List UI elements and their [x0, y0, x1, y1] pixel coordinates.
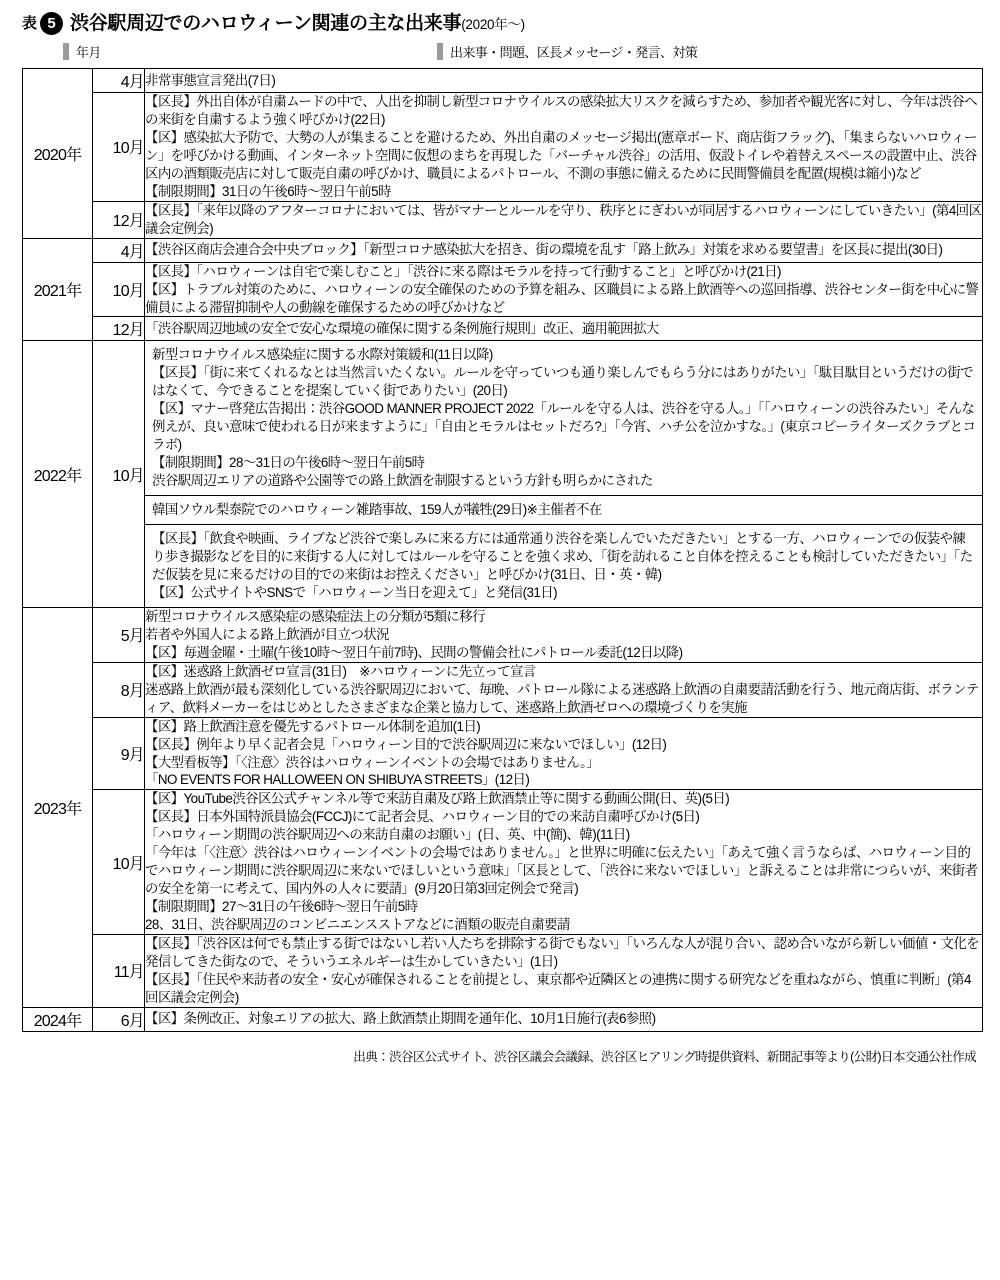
event-line: 【大型看板等】「〈注意〉渋谷はハロウィーンイベントの会場ではありません。」	[145, 754, 600, 770]
event-cell	[145, 238, 983, 262]
month-cell: 4月	[93, 69, 145, 93]
table-row	[23, 1007, 983, 1031]
month-cell: 12月	[93, 201, 145, 238]
table-row	[23, 341, 983, 607]
header-marker-icon	[437, 43, 443, 60]
column-header-event-label: 出来事・問題、区長メッセージ・発言、対策	[450, 45, 698, 60]
month-cell: 10月	[93, 341, 145, 607]
event-line: 「渋谷駅周辺地域の安全で安心な環境の確保に関する条例施行規則」改正、適用範囲拡大	[145, 321, 659, 336]
event-line: 【制限期間】28～31日の午後6時～翌日午前5時	[152, 455, 425, 471]
page-title-subrange: (2020年～)	[461, 17, 525, 32]
year-cell: 2022年	[23, 341, 93, 607]
event-line: 「今年は「〈注意〉渋谷はハロウィーンイベントの会場ではありません。」と世界に明確に伝えたい」「あえて強く言うならば、ハロウィーン目的でハロウィーン期間に渋谷駅周辺に来ないでほしいという意味」「区長として、「渋谷に来ないでほしい」と訴えることは非常につらいが、来街者の安全を第一に考えて、国内外の人々に要請」(9月20日第3回定例会で発言)	[145, 845, 978, 897]
event-cell	[145, 662, 983, 717]
event-line: 迷惑路上飲酒が最も深刻化している渋谷駅周辺において、毎晩、パトロール隊による迷惑路上飲酒の自粛要請活動を行う、地元商店街、ボランティア、飲料メーカーをはじめとしたさまざまな企業と協力して、迷惑路上飲酒ゼロへの環境づくりを実施	[145, 681, 979, 715]
year-cell: 2020年	[23, 69, 93, 239]
table-label: 表	[22, 15, 38, 32]
event-cell	[145, 317, 983, 341]
event-line: 【区長】「飲食や映画、ライブなど渋谷で楽しみに来る方には通常通り渋谷を楽しんでいただきたい」とする一方、ハロウィーンでの仮装や練り歩き撮影などを目的に来街する人に対してはルールを守ることを強く求め、「街を訪れること自体を控えることも検討していただきたい」「ただ仮装を見に来るだけの目的での来街はお控えください」と呼びかけ(31日、日・英・韓)	[152, 531, 973, 582]
event-line: 【区】迷惑路上飲酒ゼロ宣言(31日) ※ハロウィーンに先立って宣言	[145, 663, 536, 679]
event-cell	[145, 69, 983, 93]
table-row	[23, 662, 983, 717]
event-line: 【区】感染拡大予防で、大勢の人が集まることを避けるため、外出自粛のメッセージ掲出(憲章ボード、商店街フラッグ)、「集まらないハロウィーン」を呼びかける動画、インターネット空間に仮想のまちを再現した「バーチャル渋谷」の活用、仮設トイレや着替えスペースの設置中止、渋谷区内の酒類販売店に対して販売自粛の呼びかけ、職員によるパトロール、不測の事態に備えるために民間警備員を配置(規模は縮小)など	[145, 129, 977, 181]
event-line: 「ハロウィーン期間の渋谷駅周辺への来訪自粛のお願い」(日、英、中(簡)、韓)(11日)	[145, 827, 630, 843]
column-header-year-month	[63, 42, 101, 61]
column-header-event	[437, 42, 697, 61]
table-row	[23, 93, 983, 202]
event-subblock	[145, 496, 982, 525]
event-line: 【区】条例改正、対象エリアの拡大、路上飲酒禁止期間を通年化、10月1日施行(表6参照)	[145, 1011, 656, 1027]
event-line: 新型コロナウイルス感染症に関する水際対策緩和(11日以降)	[152, 347, 493, 363]
event-cell	[145, 262, 983, 317]
event-line: 韓国ソウル梨泰院でのハロウィーン雑踏事故、159人が犠牲(29日)※主催者不在	[152, 502, 602, 518]
event-line: 【区】YouTube渋谷区公式チャンネル等で来訪自粛及び路上飲酒禁止等に関する動画公開(日、英)(5日)	[145, 791, 730, 807]
event-cell	[145, 935, 983, 1008]
event-line: 【区長】「渋谷区は何でも禁止する街ではないし若い人たちを排除する街でもない」「いろんな人が混り合い、認め合いながら新しい価値・文化を発信してきた街なので、そういうエネルギーは生かしていきたい」(1日)	[145, 936, 980, 969]
month-cell: 9月	[93, 717, 145, 790]
table-number-badge: 5	[40, 12, 63, 35]
event-cell	[145, 201, 983, 238]
month-cell: 12月	[93, 317, 145, 341]
table-row	[23, 935, 983, 1008]
table-row	[23, 790, 983, 935]
event-line: 【制限期間】27～31日の午後6時～翌日午前5時	[145, 899, 418, 915]
source-note: 出典：渋谷区公式サイト、渋谷区議会会議録、渋谷区ヒアリング時提供資料、新聞記事等より(公財)日本交通公社作成	[353, 1049, 976, 1064]
event-line: 非常事態宣言発出(7日)	[145, 72, 276, 88]
event-line: 【区】路上飲酒注意を優先するパトロール体制を追加(1日)	[145, 718, 481, 734]
month-cell: 10月	[93, 93, 145, 202]
month-cell: 4月	[93, 238, 145, 262]
event-line: 【区長】日本外国特派員協会(FCCJ)にて記者会見、ハロウィーン目的での来訪自粛呼びかけ(5日)	[145, 809, 700, 825]
event-line: 【区】毎週金曜・土曜(午後10時～翌日午前7時)、民間の警備会社にパトロール委託(12日以降)	[145, 644, 683, 660]
event-line: 【区長】「ハロウィーンは自宅で楽しむこと」「渋谷に来る際はモラルを持って行動すること」と呼びかけ(21日)	[145, 263, 781, 279]
figure-title	[0, 0, 1000, 38]
page-title: 渋谷駅周辺でのハロウィーン関連の主な出来事	[70, 12, 462, 34]
table-row	[23, 201, 983, 238]
month-cell: 6月	[93, 1007, 145, 1031]
event-subblock	[145, 525, 982, 607]
event-cell	[145, 790, 983, 935]
event-cell	[145, 341, 983, 607]
event-cell	[145, 607, 983, 662]
event-line: 【区長】「住民や来訪者の安全・安心が確保されることを前提とし、東京都や近隣区との連携に関する研究などを重ねながら、慎重に判断」(第4回区議会定例会)	[145, 971, 971, 1005]
table-row	[23, 317, 983, 341]
event-line: 新型コロナウイルス感染症の感染症法上の分類が5類に移行	[145, 608, 485, 624]
table-row	[23, 607, 983, 662]
event-cell	[145, 1007, 983, 1031]
header-marker-icon	[63, 43, 69, 60]
month-cell: 11月	[93, 935, 145, 1008]
events-table-body	[23, 69, 983, 1032]
event-line: 【区長】例年より早く記者会見「ハロウィーン目的で渋谷駅周辺に来ないでほしい」(12日)	[145, 736, 667, 752]
event-line: 【区】トラブル対策のために、ハロウィーンの安全確保のための予算を組み、区職員による路上飲酒等への巡回指導、渋谷センター街を中心に警備員による滞留抑制や人の動線を確保するための呼びかけなど	[145, 281, 979, 315]
column-header-labels	[0, 40, 1000, 66]
month-cell: 8月	[93, 662, 145, 717]
event-line: 【区長】「街に来てくれるなとは当然言いたくない。ルールを守っていつも通り楽しんでもらう分にはありがたい」「駄目駄目というだけの街ではなくて、今できることを提案していく街でありたい」(20日)	[152, 365, 973, 399]
year-cell: 2023年	[23, 607, 93, 1007]
month-cell: 5月	[93, 607, 145, 662]
event-line: 28、31日、渋谷駅周辺のコンビニエンスストアなどに酒類の販売自粛要請	[145, 917, 570, 933]
event-line: 渋谷駅周辺エリアの道路や公園等での路上飲酒を制限するという方針も明らかにされた	[152, 473, 653, 489]
table-row	[23, 238, 983, 262]
month-cell: 10月	[93, 262, 145, 317]
year-cell: 2024年	[23, 1007, 93, 1031]
month-cell: 10月	[93, 790, 145, 935]
events-table	[22, 68, 983, 1032]
event-line: 【区】マナー啓発広告掲出：渋谷GOOD MANNER PROJECT 2022「ルールを守る人は、渋谷を守る人。」「「ハロウィーンの渋谷みたい」そんな例えが、良い意味で使われる日が来ますように」「自由とモラルはセットだろ?」「今宵、ハチ公を泣かすな。」(東京コピーライターズクラブとコラボ)	[152, 401, 976, 453]
event-line: 【制限期間】31日の午後6時～翌日午前5時	[145, 183, 391, 199]
event-line: 【区長】外出自体が自粛ムードの中で、人出を抑制し新型コロナウイルスの感染拡大リスクを減らすため、参加者や観光客に対し、今年は渋谷への来街を自粛するよう強く呼びかけ(22日)	[145, 94, 978, 127]
event-line: 【区長】「来年以降のアフターコロナにおいては、皆がマナーとルールを守り、秩序とにぎわいが同居するハロウィーンにしていきたい」(第4回区議会定例会)	[145, 202, 982, 236]
year-cell: 2021年	[23, 238, 93, 341]
column-header-year-month-label: 年月	[76, 45, 101, 60]
event-line: 若者や外国人による路上飲酒が目立つ状況	[145, 626, 389, 642]
table-row	[23, 262, 983, 317]
event-line: 【区】公式サイトやSNSで「ハロウィーン当日を迎えて」と発信(31日)	[152, 584, 558, 600]
event-cell	[145, 717, 983, 790]
event-line: 「NO EVENTS FOR HALLOWEEN ON SHIBUYA STREETS」(12日)	[145, 772, 530, 788]
table-row	[23, 69, 983, 93]
event-cell	[145, 93, 983, 202]
event-line: 【渋谷区商店会連合会中央ブロック】「新型コロナ感染拡大を招き、街の環境を乱す「路上飲み」対策を求める要望書」を区長に提出(30日)	[145, 242, 943, 258]
event-subblock	[145, 341, 982, 496]
table-row	[23, 717, 983, 790]
